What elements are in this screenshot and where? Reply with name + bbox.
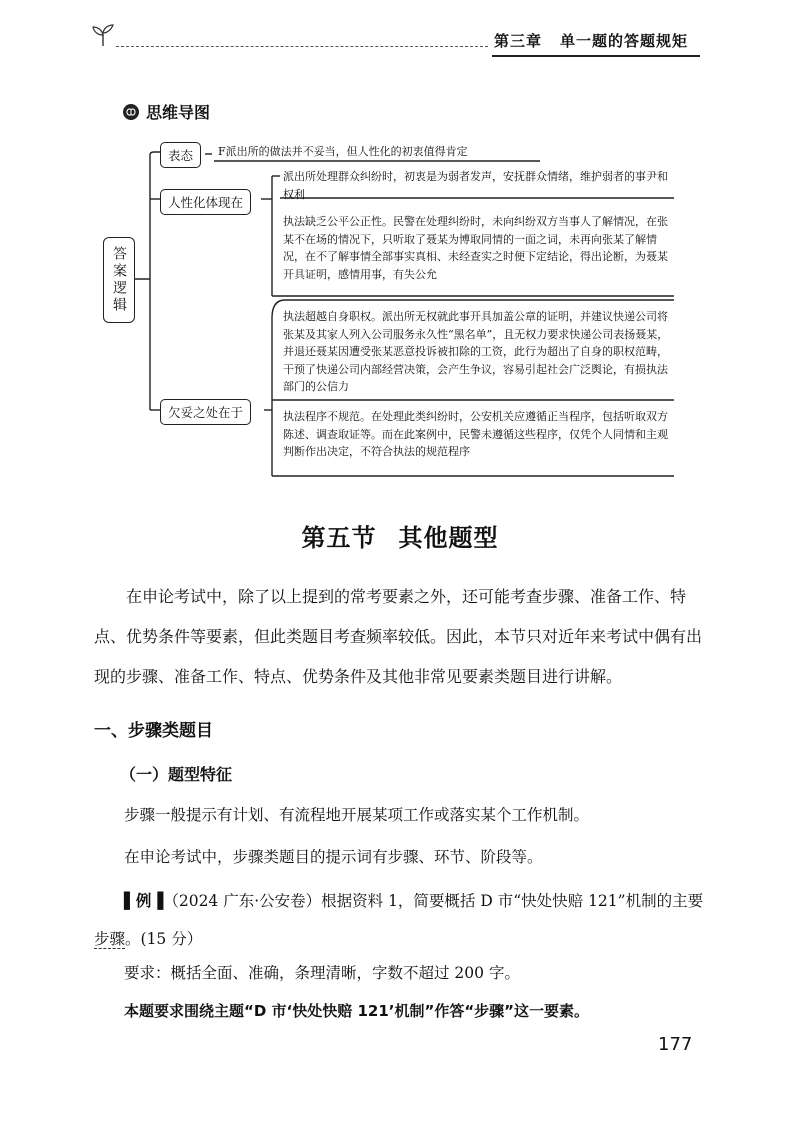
chapter-title: 单一题的答题规矩 — [560, 32, 689, 50]
root-label: 答案逻辑 — [111, 246, 127, 314]
intro-paragraph: 在申论考试中，除了以上提到的常考要素之外，还可能考查步骤、准备工作、特点、优势条件等要素，但此类题目考查频率较低。因此，本节只对近年来考试中偶有出现的步骤、准备工作、特点、优势条件及其他非常见要素类题目进行讲解。 — [94, 587, 703, 686]
branch-node-stance: 表态 — [160, 142, 201, 168]
leaf-shortcoming-1: 执法超越自身职权。派出所无权就此事开具加盖公章的证明，并建议快递公司将张某及其家人列入公司服务永久性“黑名单”，且无权力要求快递公司表扬聂某，并退还聂某因遭受张某恶意投诉被扣除的工资，此行为超出了自身的职权范畴，干预了快递公司内部经营决策，会产生争议，容易引起社会广泛舆论，有损执法部门的公信力 — [283, 310, 669, 393]
leaf-stance: F派出所的做法并不妥当，但人性化的初衷值得肯定 — [218, 145, 468, 158]
example-keyword: 步骤 — [94, 930, 126, 948]
leaf-humanization-1: 派出所处理群众纠纷时，初衷是为弱者发声，安抚群众情绪，维护弱者的事尹和权利 — [283, 170, 668, 201]
example-tag: ▌例▐ — [124, 891, 164, 910]
section-title — [0, 518, 800, 553]
leaf-humanization-2: 执法缺乏公平公正性。民警在处理纠纷时，未向纠纷双方当事人了解情况，在张某不在场的情况下，只听取了聂某为博取同情的一面之词，未再向张某了解情况，在不了解事情全部事实真相、未经查实之时便下定结论，得出论断，为聂某开具证明，感情用事，有失公允 — [283, 215, 668, 281]
emphasis-text: 本题要求围绕主题“D 市‘快处快赔 121’机制”作答“步骤”这一要素。 — [124, 1002, 590, 1020]
definition-text: 步骤一般提示有计划、有流程地开展某项工作或落实某个工作机制。 — [124, 806, 590, 824]
mind-map-root-node — [103, 237, 135, 323]
requirement-text: 要求：概括全面、准确，条理清晰，字数不超过 200 字。 — [124, 964, 520, 982]
section-name: 其他题型 — [398, 524, 499, 552]
page-number: 177 — [658, 1034, 693, 1055]
example-text-pre: （2024 广东·公安卷）根据资料 1，简要概括 D 市“快处快赔 121”机制的主要 — [163, 892, 704, 910]
hint-words-text: 在申论考试中，步骤类题目的提示词有步骤、环节、阶段等。 — [124, 848, 543, 866]
mind-map-title: 思维导图 — [146, 103, 211, 122]
example-text-post: 。(15 分） — [125, 930, 203, 948]
branch-node-shortcomings: 欠妥之处在于 — [160, 399, 251, 425]
example-question — [94, 882, 706, 958]
leaf-shortcoming-2: 执法程序不规范。在处理此类纠纷时，公安机关应遵循正当程序，包括听取双方陈述、调查取证等。而在此案例中，民警未遵循这些程序，仅凭个人同情和主观判断作出决定，不符合执法的规范程序 — [283, 410, 668, 458]
section-number: 第五节 — [301, 524, 377, 552]
heading-steps-questions: 一、步骤类题目 — [94, 721, 213, 741]
heading-question-features: （一）题型特征 — [120, 765, 233, 784]
chapter-number: 第三章 — [494, 32, 543, 50]
branch-node-humanization: 人性化体现在 — [160, 189, 251, 215]
